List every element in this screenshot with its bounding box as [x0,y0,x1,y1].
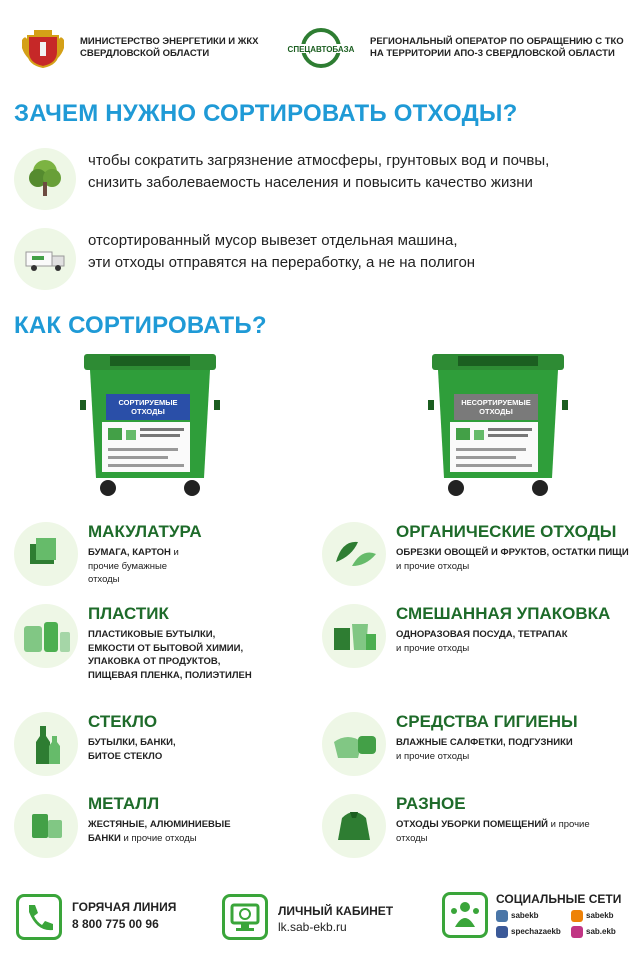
social-vk[interactable]: sabekb [511,911,539,920]
hotline-title: ГОРЯЧАЯ ЛИНИЯ [72,900,177,914]
plastic-bottle-icon [14,604,78,668]
category-description [396,628,631,655]
bin-label-line-1: СОРТИРУЕМЫЕ [118,398,178,407]
category-title: СМЕШАННАЯ УПАКОВКА [396,604,611,623]
category-title: СРЕДСТВА ГИГИЕНЫ [396,712,578,731]
reason-text [88,150,549,194]
mixed-packaging-icon [322,604,386,668]
computer-icon [222,894,268,940]
glass-bottle-icon [14,712,78,776]
phone-icon [16,894,62,940]
category-description [88,628,263,682]
hygiene-icon [322,712,386,776]
footer [0,880,641,960]
social-instagram[interactable]: sab.ekb [586,927,616,936]
odnoklassniki-icon[interactable] [571,910,583,922]
reason-item [14,228,634,298]
hotline-number[interactable]: 8 800 775 00 96 [72,917,159,931]
category-note: и прочие отходы [396,560,470,572]
social-facebook[interactable]: spechazaekb [511,927,561,936]
vk-icon[interactable] [496,910,508,922]
category-paper [14,522,314,592]
spetsavtobaza-logo [285,28,357,68]
facebook-icon[interactable] [496,926,508,938]
category-metal [14,794,314,864]
reason-line-1: чтобы сократить загрязнение атмосферы, грунтовых вод и почвы, [88,152,550,169]
reason-line-2: эти отходы отправятся на переработку, а не на полигон [88,254,476,271]
category-note: и прочие отходы [123,832,197,844]
instagram-icon[interactable] [571,926,583,938]
operator-line-1: РЕГИОНАЛЬНЫЙ ОПЕРАТОР ПО ОБРАЩЕНИЮ С ТКО [370,36,624,47]
unsorted-waste-bin [428,350,568,500]
paper-icon [14,522,78,586]
category-description [396,818,616,845]
category-note: и прочие отходы [396,819,590,844]
sorted-waste-bin [80,350,220,500]
category-items: БУМАГА, КАРТОН [88,547,171,558]
reason-text [88,230,475,274]
food-waste-icon [322,522,386,586]
social-title: СОЦИАЛЬНЫЕ СЕТИ [496,892,622,906]
category-note: и прочие отходы [396,750,470,762]
reason-item [14,148,634,218]
category-description [88,546,198,587]
category-title: МЕТАЛЛ [88,794,160,813]
category-items: ОДНОРАЗОВАЯ ПОСУДА, ТЕТРАПАК [396,629,568,640]
social-ok[interactable]: sabekb [586,911,614,920]
bin-label-line-2: ОТХОДЫ [479,407,513,416]
bin-label-line-1: НЕСОРТИРУЕМЫЕ [461,398,531,407]
bin-label [106,394,190,420]
coat-of-arms-icon [20,30,66,68]
how-title: КАК СОРТИРОВАТЬ? [14,312,267,339]
why-title: ЗАЧЕМ НУЖНО СОРТИРОВАТЬ ОТХОДЫ? [14,100,518,127]
category-title: ПЛАСТИК [88,604,169,623]
category-description [88,736,198,763]
category-items: БУТЫЛКИ, БАНКИ, БИТОЕ СТЕКЛО [88,737,176,762]
category-title: РАЗНОЕ [396,794,466,813]
category-hygiene [322,712,634,782]
category-items: ЖЕСТЯНЫЕ, АЛЮМИНИЕВЫЕ БАНКИ [88,819,231,844]
ministry-line-2: СВЕРДЛОВСКОЙ ОБЛАСТИ [80,48,210,59]
category-title: ОРГАНИЧЕСКИЕ ОТХОДЫ [396,522,617,541]
category-title: СТЕКЛО [88,712,158,731]
category-description [396,736,631,763]
category-items: ВЛАЖНЫЕ САЛФЕТКИ, ПОДГУЗНИКИ [396,737,573,748]
bin-icon [80,350,220,500]
truck-icon [14,228,76,290]
category-items: ПЛАСТИКОВЫЕ БУТЫЛКИ, ЕМКОСТИ ОТ БЫТОВОЙ ХИМИИ, УПАКОВКА ОТ ПРОДУКТОВ, ПИЩЕВАЯ ПЛЕНКА, ПОЛИЭТИЛЕН [88,629,252,681]
tree-icon [14,148,76,210]
category-plastic [14,604,314,704]
operator-name [370,36,630,60]
category-note: и прочие отходы [396,642,470,654]
header [0,0,641,90]
category-description [88,818,258,845]
category-glass [14,712,314,782]
reason-line-1: отсортированный мусор вывезет отдельная машина, [88,232,458,249]
category-mixed-packaging [322,604,634,674]
category-misc [322,794,634,864]
category-organic [322,522,634,592]
people-icon [442,892,488,938]
bin-label-line-2: ОТХОДЫ [131,407,165,416]
can-icon [14,794,78,858]
reason-line-2: снизить заболеваемость населения и повысить качество жизни [88,174,533,191]
bin-label [454,394,538,420]
ministry-line-1: МИНИСТЕРСТВО ЭНЕРГЕТИКИ И ЖКХ [80,36,259,47]
category-items: ОТХОДЫ УБОРКИ ПОМЕЩЕНИЙ [396,819,548,830]
category-title: МАКУЛАТУРА [88,522,202,541]
category-note: и прочие бумажные отходы [88,547,179,585]
bin-icon [428,350,568,500]
cabinet-link[interactable]: lk.sab-ekb.ru [278,920,347,934]
logo-text: СПЕЦАВТОБАЗА [287,45,355,54]
operator-line-2: НА ТЕРРИТОРИИ АПО-3 СВЕРДЛОВСКОЙ ОБЛАСТИ [370,48,615,59]
trash-bag-icon [322,794,386,858]
ministry-name [80,36,280,60]
category-description [396,546,631,573]
cabinet-title: ЛИЧНЫЙ КАБИНЕТ [278,904,394,918]
category-items: ОБРЕЗКИ ОВОЩЕЙ И ФРУКТОВ, ОСТАТКИ ПИЩИ [396,547,629,558]
